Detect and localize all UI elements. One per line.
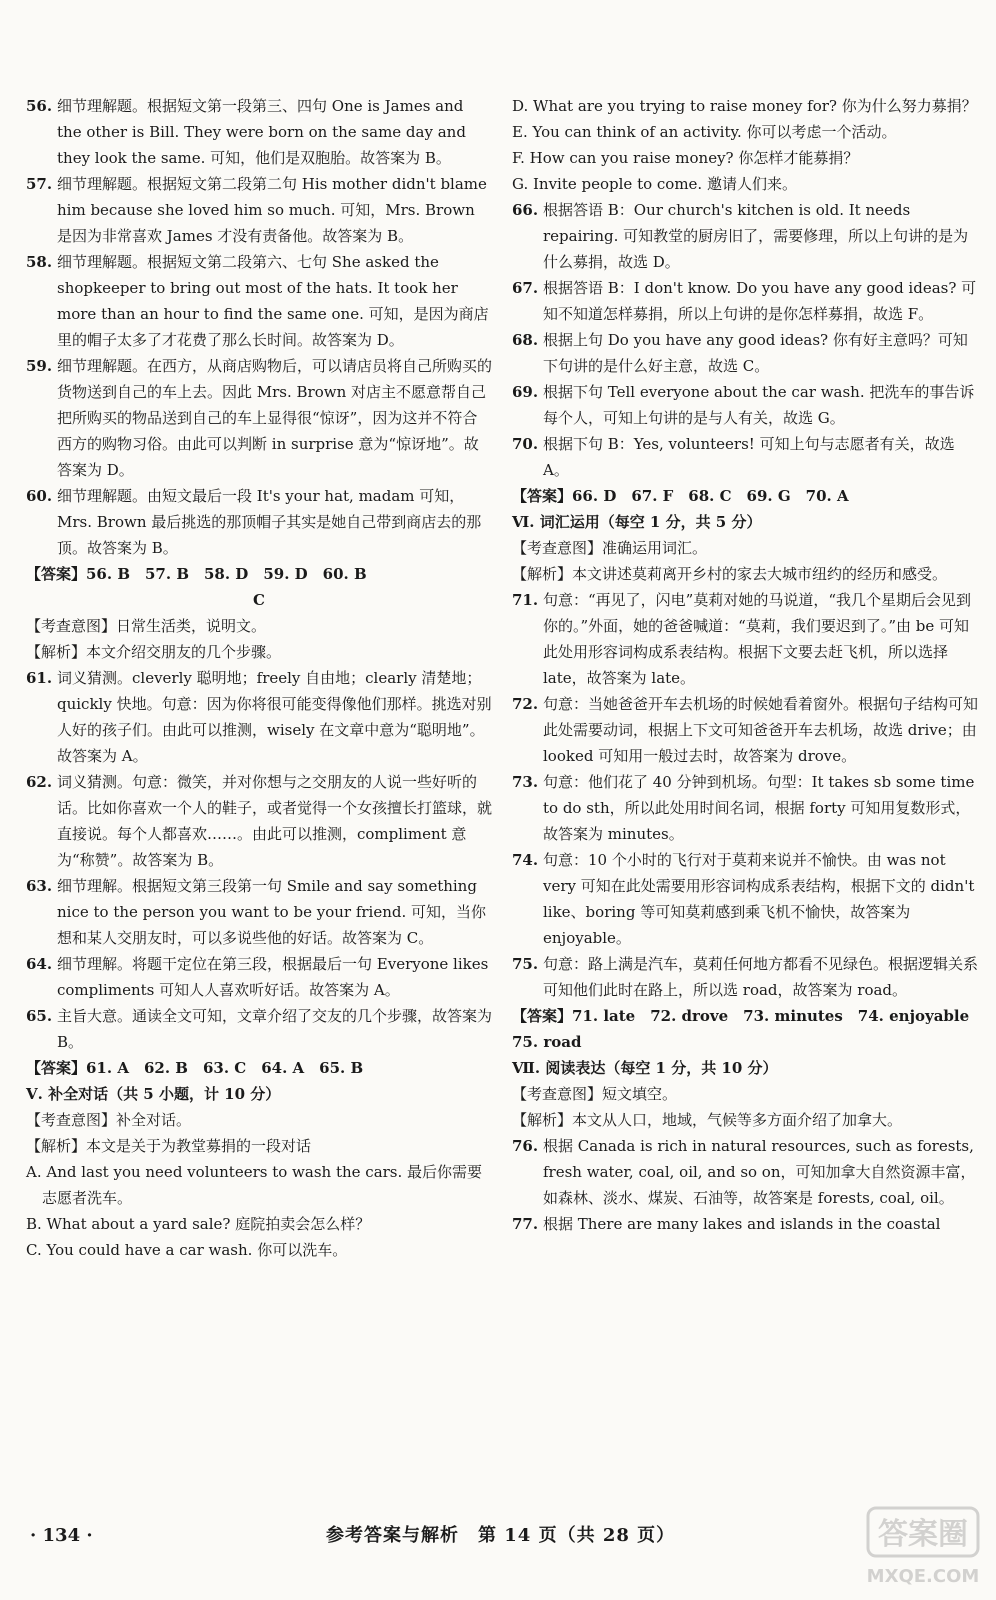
answer-item (26, 1003, 492, 1055)
question-number: 60. (26, 487, 53, 505)
option-line: D. What are you trying to raise money for? 你为什么努力募捐？ (512, 97, 977, 115)
question-number: 69. (512, 383, 539, 401)
watermark-text: 答案圈 (878, 1517, 968, 1552)
answer-key-line: 【答案】56. B 57. B 58. D 59. D 60. B (26, 565, 367, 583)
question-number: 58. (26, 253, 53, 271)
explanation-text: 根据下句 Tell everyone about the car wash. 把洗车的事告诉每个人，可知上句讲的是与人有关，故选 G。 (543, 383, 975, 427)
note-line: 【考查意图】准确运用词汇。 (512, 539, 708, 557)
option-line: E. You can think of an activity. 你可以考虑一个活动。 (512, 123, 897, 141)
watermark-url: MXQE.COM (866, 1566, 980, 1587)
question-number: 63. (26, 877, 53, 895)
answer-item (512, 275, 982, 327)
question-number: 67. (512, 279, 539, 297)
question-number: 57. (26, 175, 53, 193)
explanation-text: 根据答语 B：I don't know. Do you have any good ideas? 可知不知道怎样募捐，所以上句讲的是你怎样募捐，故选 F。 (543, 279, 977, 323)
question-number: 66. (512, 201, 539, 219)
note-line: 【考查意图】日常生活类，说明文。 (26, 617, 267, 635)
answer-item (512, 769, 982, 847)
passage-label: C (253, 591, 265, 609)
option-line: C. You could have a car wash. 你可以洗车。 (26, 1241, 348, 1259)
note-line: 【考查意图】补全对话。 (26, 1111, 192, 1129)
option-line: B. What about a yard sale? 庭院拍卖会怎么样？ (26, 1215, 371, 1233)
explanation-text: 词义猜测。句意：微笑，并对你想与之交朋友的人说一些好听的话。比如你喜欢一个人的鞋子，或者觉得一个女孩擅长打篮球，就直接说。每个人都喜欢……。由此可以推测，compliment 意为“称赞”。故答案为 B。 (57, 773, 493, 869)
explanation-text: 细节理解。将题干定位在第三段，根据最后一句 Everyone likes compliments 可知人人喜欢听好话。故答案为 A。 (57, 955, 489, 999)
explanation-text: 根据上句 Do you have any good ideas? 你有好主意吗？可知下句讲的是什么好主意，故选 C。 (543, 331, 968, 375)
explanation-text: 细节理解题。在西方，从商店购物后，可以请店员将自己所购买的货物送到自己的车上去。因此 Mrs. Brown 对店主不愿意帮自己把所购买的物品送到自己的车上显得很“惊讶”，因为这并不符合西方的购物习俗。由此可以判断 in surprise 意为“惊讶地”。故答案为 D。 (57, 357, 493, 479)
answer-key-line: 【答案】71. late 72. drove 73. minutes 74. enjoyable 75. road (512, 1007, 985, 1051)
answer-key-line: 【答案】61. A 62. B 63. C 64. A 65. B (26, 1059, 364, 1077)
explanation-text: 句意：10 个小时的飞行对于莫莉来说并不愉快。由 was not very 可知在此处需要用形容词构成系表结构，根据下文的 didn't like、boring 等可知莫莉感到乘飞机不愉快，故答案为 enjoyable。 (543, 851, 975, 947)
explanation-text: 主旨大意。通读全文可知，文章介绍了交友的几个步骤，故答案为 B。 (57, 1007, 493, 1051)
explanation-text: 根据 Canada is rich in natural resources, such as forests, fresh water, coal, oil, and so on，可知加拿大自然资源丰富，如森林、淡水、煤炭、石油等，故答案是 forests, coal, oil。 (543, 1137, 976, 1207)
answer-item (26, 665, 492, 769)
explanation-text: 词义猜测。cleverly 聪明地；freely 自由地；clearly 清楚地；quickly 快地。句意：因为你将很可能变得像他们那样。挑选对别人好的孩子们。由此可以推测，wisely 在文章中意为“聪明地”。故答案为 A。 (57, 669, 492, 765)
explanation-text: 细节理解。根据短文第三段第一句 Smile and say something nice to the person you want to be your friend. 可知，当你想和某人交朋友时，可以多说些他的好话。故答案为 C。 (57, 877, 487, 947)
answer-item (26, 171, 492, 249)
left-column (26, 93, 492, 1263)
answer-item (26, 483, 492, 561)
answer-item (512, 327, 982, 379)
option-line: G. Invite people to come. 邀请人们来。 (512, 175, 797, 193)
answer-item (26, 873, 492, 951)
section-heading: Ⅴ. 补全对话（共 5 小题，计 10 分） (26, 1085, 281, 1103)
answer-item (512, 379, 982, 431)
explanation-text: 根据答语 B：Our church's kitchen is old. It needs repairing. 可知教堂的厨房旧了，需要修理，所以上句讲的是为什么募捐，故选 D。 (543, 201, 969, 271)
explanation-text: 句意：“再见了，闪电”莫莉对她的马说道，“我几个星期后会见到你的。”外面，她的爸爸喊道：“莫莉，我们要迟到了。”由 be 可知此处用形容词构成系表结构。根据下文要去赶飞机，所以选择 late，故答案为 late。 (543, 591, 972, 687)
explanation-text: 句意：他们花了 40 分钟到机场。句型：It takes sb some time to do sth，所以此处用时间名词，根据 forty 可知用复数形式，故答案为 minutes。 (543, 773, 975, 843)
explanation-text: 根据下句 B：Yes, volunteers! 可知上句与志愿者有关，故选 A。 (543, 435, 955, 479)
right-column (512, 93, 985, 1237)
answer-item (512, 431, 982, 483)
question-number: 76. (512, 1137, 539, 1155)
answer-item (512, 951, 982, 1003)
page-number: · 134 · (30, 1525, 93, 1546)
answer-item (26, 249, 492, 353)
explanation-text: 细节理解题。根据短文第一段第三、四句 One is James and the other is Bill. They were born on the same day and they look the same. 可知，他们是双胞胎。故答案为 B。 (57, 97, 466, 167)
answer-item (26, 353, 492, 483)
section-heading: Ⅵ. 词汇运用（每空 1 分，共 5 分） (512, 513, 762, 531)
question-number: 59. (26, 357, 53, 375)
question-number: 68. (512, 331, 539, 349)
answer-item (26, 93, 492, 171)
explanation-text: 细节理解题。根据短文第二段第二句 His mother didn't blame him because she loved him so much. 可知，Mrs. Brown 是因为非常喜欢 James 才没有责备他。故答案为 B。 (57, 175, 487, 245)
question-number: 77. (512, 1215, 539, 1233)
explanation-text: 根据 There are many lakes and islands in the coastal (543, 1215, 941, 1233)
note-line: 【解析】本文是关于为教堂募捐的一段对话 (26, 1137, 312, 1155)
footer-title: 参考答案与解析 第 14 页（共 28 页） (326, 1525, 676, 1546)
explanation-text: 句意：路上满是汽车，莫莉任何地方都看不见绿色。根据逻辑关系可知他们此时在路上，所以选 road，故答案为 road。 (543, 955, 979, 999)
question-number: 64. (26, 955, 53, 973)
question-number: 75. (512, 955, 539, 973)
answer-item (512, 847, 982, 951)
note-line: 【考查意图】短文填空。 (512, 1085, 678, 1103)
question-number: 65. (26, 1007, 53, 1025)
question-number: 62. (26, 773, 53, 791)
answer-item (512, 1211, 982, 1237)
answer-item (26, 769, 492, 873)
section-heading: Ⅶ. 阅读表达（每空 1 分，共 10 分） (512, 1059, 778, 1077)
question-number: 72. (512, 695, 539, 713)
option-line: A. And last you need volunteers to wash the cars. 最后你需要志愿者洗车。 (26, 1163, 483, 1207)
explanation-text: 细节理解题。根据短文第二段第六、七句 She asked the shopkeeper to bring out most of the hats. It took her more than an hour to find the same one. 可知，是因为商店里的帽子太多了才花费了那么长时间。故答案为 D。 (57, 253, 489, 349)
explanation-text: 细节理解题。由短文最后一段 It's your hat, madam 可知，Mrs. Brown 最后挑选的那顶帽子其实是她自己带到商店去的那顶。故答案为 B。 (57, 487, 482, 557)
explanation-text: 句意：当她爸爸开车去机场的时候她看着窗外。根据句子结构可知此处需要动词，根据上下文可知爸爸开车去机场，故选 drive；由 looked 可知用一般过去时，故答案为 drove。 (543, 695, 979, 765)
note-line: 【解析】本文介绍交朋友的几个步骤。 (26, 643, 282, 661)
page-footer (26, 1523, 966, 1553)
note-line: 【解析】本文讲述莫莉离开乡村的家去大城市纽约的经历和感受。 (512, 565, 948, 583)
question-number: 61. (26, 669, 53, 687)
option-line: F. How can you raise money? 你怎样才能募捐？ (512, 149, 859, 167)
answer-item (512, 197, 982, 275)
question-number: 56. (26, 97, 53, 115)
question-number: 73. (512, 773, 539, 791)
question-number: 74. (512, 851, 539, 869)
note-line: 【解析】本文从人口，地域，气候等多方面介绍了加拿大。 (512, 1111, 903, 1129)
watermark-graphic (864, 1504, 982, 1590)
question-number: 70. (512, 435, 539, 453)
answer-item (26, 951, 492, 1003)
watermark-logo (864, 1504, 982, 1590)
answer-item (512, 587, 982, 691)
answer-item (512, 1133, 982, 1211)
answer-item (512, 691, 982, 769)
question-number: 71. (512, 591, 539, 609)
answer-key-line: 【答案】66. D 67. F 68. C 69. G 70. A (512, 487, 849, 505)
